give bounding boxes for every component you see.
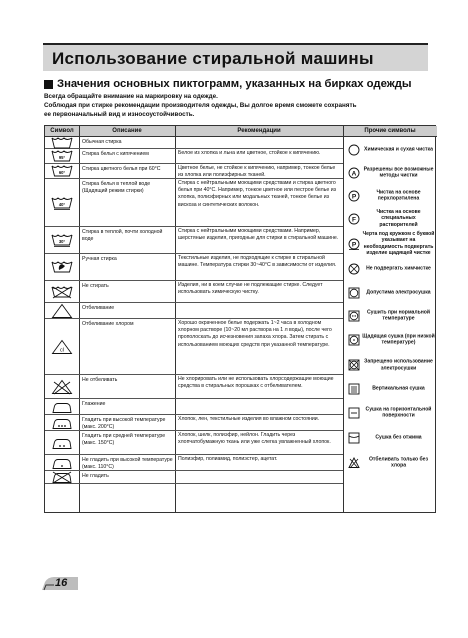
svg-text:P: P <box>351 192 357 200</box>
iron-icon <box>45 399 79 414</box>
washtub-30-icon <box>45 227 79 253</box>
row-description: Глажение <box>82 401 106 407</box>
other-symbol-row <box>343 399 437 426</box>
table-row <box>45 303 343 319</box>
row-recommendation: Изделия, ни в коем случае не подлежащие стирке. Следует использовать химическую чистку. <box>178 282 323 296</box>
other-symbol-text: Сушка без отжима <box>375 434 422 441</box>
table-row <box>45 399 343 415</box>
other-symbol-row <box>343 139 437 161</box>
svg-text:95°: 95° <box>58 155 66 161</box>
row-description: Не гладить при высокой температуре (макс. 110°С) <box>82 457 173 471</box>
table-row <box>45 281 343 303</box>
other-symbol-row <box>343 352 437 378</box>
table-row <box>45 471 343 484</box>
row-recommendation: Полиэфир, полиамид, полиэстер, ацетат. <box>178 456 278 462</box>
other-symbol-text: Отбеливать только без хлора <box>368 455 429 469</box>
circle-f-icon <box>348 213 360 225</box>
care-symbols-table <box>44 125 436 513</box>
page-number-badge <box>42 576 78 591</box>
row-recommendation: Белое из хлопка и льна или цветное, стойкое к кипячению. <box>178 150 321 156</box>
row-recommendation: Стирка с нейтральными моющими средствами. Например, шерстяные изделия, пригодные для стирки в стиральной машине. <box>178 228 339 242</box>
table-row <box>45 164 343 179</box>
iron-medium-icon <box>45 431 79 454</box>
row-description: Стирка белья с кипячением <box>82 151 149 157</box>
other-symbol-text: Щадящая сушка (при низкой температуре) <box>362 332 435 346</box>
tumble-dry-normal-icon <box>348 310 360 322</box>
circle-a-icon <box>348 167 360 179</box>
no-chemical-clean-icon <box>348 263 360 275</box>
header-other-symbols: Прочие символы <box>343 126 437 137</box>
table-row <box>45 179 343 227</box>
row-description: Отбеливание хлором <box>82 321 134 327</box>
svg-text:P: P <box>351 240 357 248</box>
do-not-wash-icon <box>45 281 79 302</box>
washtub-40-icon <box>45 179 79 226</box>
intro-line: ее первоначальный вид и износоустойчивость. <box>44 111 195 118</box>
other-symbol-text: Запрещено использование электросушки <box>364 358 433 371</box>
other-symbol-row <box>343 161 437 184</box>
svg-text:60°: 60° <box>58 170 66 176</box>
row-recommendation: Не хлорировать или не использовать хлорсодержащие моющие средства в стиральных порошках с отбеливателем. <box>178 376 334 390</box>
row-recommendation: Стирка с нейтральными моющими средствами и стирка цветного белья при 40°С. Например, тонкое цветное или пестрое белье из хлопка, полиэфирных или модальных тканей, тонкое белье из вискоза и синтетических волокон. <box>178 180 336 208</box>
row-recommendation: Хорошо окраченное белье подержать 1~2 часа в холодном хлорном растворе (10~20 мл раствора на 1 л воды), после чего прополоскать до исчезновения запаха хлора. Затем стирать с использованием моющих средств при указанной температуре. <box>178 320 332 348</box>
svg-text:40°: 40° <box>58 201 66 207</box>
header-recommendations: Рекомендации <box>175 126 343 137</box>
washtub-icon <box>45 137 79 148</box>
other-symbol-text: Разрешены все возможные методы чистки <box>363 165 434 179</box>
svg-text:F: F <box>352 215 356 223</box>
table-row <box>45 137 343 149</box>
circle-p-underline-icon <box>348 238 360 250</box>
chlorine-cross-icon <box>348 457 360 469</box>
hand-wash-icon <box>45 254 79 280</box>
other-symbol-row <box>343 304 437 327</box>
do-not-bleach-icon <box>45 375 79 398</box>
other-symbol-row <box>343 230 437 257</box>
header-symbol: Символ <box>45 126 79 137</box>
row-description: Не гладить <box>82 473 109 479</box>
row-description: Ручная стирка <box>82 256 117 262</box>
table-row <box>45 415 343 431</box>
row-recommendation: Текстильные изделия, не подходящие к стирке в стиральной машине. Температура стирки 30~40°С в зависимости от изделия. <box>178 255 337 269</box>
subtitle-text: Значения основных пиктограмм, указанных на бирках одежды <box>57 78 412 90</box>
other-symbol-text: Сушка на горизонтальной поверхности <box>365 405 432 419</box>
row-description: Не отбеливать <box>82 377 118 383</box>
row-description: Не стирать <box>82 283 109 289</box>
row-description: Стирка в теплой, почти холодной воде <box>82 229 163 243</box>
header-description: Описание <box>79 126 175 137</box>
row-recommendation: Цветное белье, не стойкое к кипячению, например, тонкое белье из хлопка или полиэфирных тканей. <box>178 165 336 179</box>
bullet-square-icon <box>44 80 53 89</box>
page-title: Использование стиральной машины <box>52 49 374 68</box>
table-row <box>45 375 343 399</box>
svg-text:A: A <box>351 169 357 177</box>
page-title-bar <box>43 43 428 71</box>
washtub-60-icon <box>45 164 79 178</box>
iron-low-icon <box>45 455 79 470</box>
other-symbol-text: Черта под кружком с буквой указывает на необходимость подвергать изделие щадящей чистке <box>362 230 435 257</box>
flat-dry-icon <box>348 407 360 419</box>
tumble-dry-low-icon <box>348 334 360 346</box>
other-symbol-text: Чистка на основе специальных растворителей <box>376 208 421 228</box>
tumble-dry-icon <box>348 287 360 299</box>
other-symbol-text: Вертикальная сушка <box>372 385 425 392</box>
table-row <box>45 149 343 164</box>
page-number: 16 <box>55 577 68 589</box>
row-description: Отбеливание <box>82 305 115 311</box>
other-symbol-row <box>343 207 437 230</box>
intro-line: Соблюдая при стирке рекомендации производителя одежды, Вы долгое время сможете сохранять <box>44 102 357 109</box>
table-row <box>45 319 343 375</box>
washtub-95-icon <box>45 149 79 163</box>
other-symbol-row <box>343 426 437 449</box>
circle-icon <box>348 144 360 156</box>
other-symbol-row <box>343 449 437 476</box>
row-description: Гладить при высокой температуре (макс. 200°С) <box>82 417 166 431</box>
other-symbol-text: Сушить при нормальной температуре <box>366 308 431 322</box>
circle-p-icon <box>348 190 360 202</box>
table-row <box>45 455 343 471</box>
other-symbol-text: Химическая и сухая чистка <box>364 146 433 153</box>
svg-text:cl: cl <box>60 347 64 353</box>
other-symbol-row <box>343 184 437 207</box>
section-subtitle <box>44 78 434 90</box>
other-symbol-row <box>343 327 437 352</box>
row-description: Обычная стирка <box>82 139 122 145</box>
row-description: Стирка белья в теплой воде (Щадящий режим стирки) <box>82 181 151 195</box>
line-dry-icon <box>348 383 360 395</box>
drip-dry-icon <box>348 432 360 444</box>
table-row <box>45 254 343 281</box>
other-symbol-text: Не подвергать химчистке <box>366 265 431 272</box>
chlorine-bleach-icon <box>45 319 79 374</box>
svg-text:30°: 30° <box>58 239 66 245</box>
other-symbol-row <box>343 281 437 304</box>
other-symbol-text: Допустима электросушка <box>366 289 431 296</box>
do-not-tumble-dry-icon <box>348 359 360 371</box>
other-symbol-text: Чистка на основе перхлорэтилена <box>376 188 421 202</box>
row-recommendation: Хлопок, шелк, полиэфир, нейлон. Гладить через хлопчатобумажную ткань или уже слегка увлажненный хлопок. <box>178 432 331 446</box>
row-recommendation: Хлопок, лен, текстильные изделия во влажном состоянии. <box>178 416 320 422</box>
table-row <box>45 227 343 254</box>
intro-text <box>44 92 436 119</box>
bleach-icon <box>45 303 79 318</box>
other-symbol-row <box>343 257 437 281</box>
do-not-iron-icon <box>45 471 79 483</box>
table-row <box>45 431 343 455</box>
iron-high-icon <box>45 415 79 430</box>
row-description: Стирка цветного белья при 60°С <box>82 166 161 172</box>
other-symbol-row <box>343 378 437 399</box>
intro-line: Всегда обращайте внимание на маркировку на одежде. <box>44 93 218 100</box>
row-description: Гладить при средней температуре (макс. 150°С) <box>82 433 166 447</box>
